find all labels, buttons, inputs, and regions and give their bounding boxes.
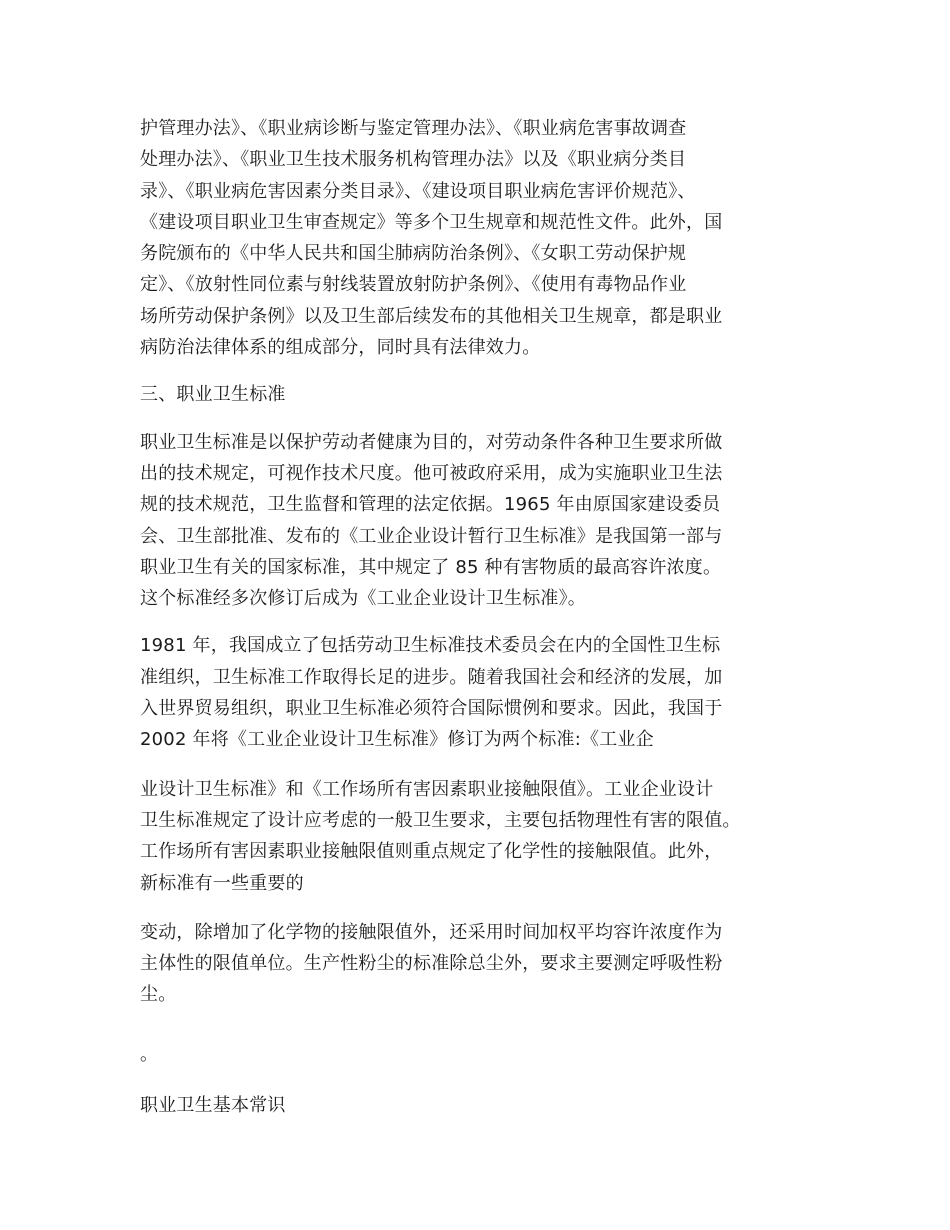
text-line: 主体性的限值单位。生产性粉尘的标准除总尘外，要求主要测定呼吸性粉 [140,953,723,975]
text-line: 场所劳动保护条例》以及卫生部后续发布的其他相关卫生规章，都是职业 [140,305,723,327]
text-line: 这个标准经多次修订后成为《工业企业设计卫生标准》。 [140,588,586,610]
text-line: 。 [140,1043,159,1065]
paragraph-two-standards [140,774,820,899]
text-line: 1981 年，我国成立了包括劳动卫生标准技术委员会在内的全国性卫生标 [140,635,721,657]
text-line: 准组织，卫生标准工作取得长足的进步。随着我国社会和经济的发展，加 [140,666,723,688]
text-line: 规的技术规范，卫生监督和管理的法定依据。1965 年由原国家建设委员 [140,494,721,516]
document-footer-title [140,1090,820,1121]
text-line: 出的技术规定，可视作技术尺度。他可被政府采用，成为实施职业卫生法 [140,462,723,484]
text-line: 病防治法律体系的组成部分，同时具有法律效力。 [140,337,541,359]
section-heading [140,379,820,410]
text-line: 定》、《放射性同位素与射线装置放射防护条例》、《使用有毒物品作业 [140,274,687,296]
stray-period [140,1039,820,1070]
paragraph-standards-definition [140,427,820,615]
text-line: 尘。 [140,984,177,1006]
text-line: 护管理办法》、《职业病诊断与鉴定管理办法》、《职业病危害事故调查 [140,118,687,139]
text-line: 《建设项目职业卫生审查规定》等多个卫生规章和规范性文件。此外，国 [140,211,723,233]
document-page [140,113,820,1121]
paragraph-changes [140,917,820,1011]
footer-text: 职业卫生基本常识 [140,1095,286,1117]
text-line: 2002 年将《工业企业设计卫生标准》修订为两个标准:《工业企 [140,729,654,751]
text-line: 处理办法》、《职业卫生技术服务机构管理办法》以及《职业病分类目 [140,149,687,171]
text-line: 录》、《职业病危害因素分类目录》、《建设项目职业病危害评价规范》、 [140,180,696,202]
heading-text: 三、职业卫生标准 [140,384,286,406]
text-line: 职业卫生标准是以保护劳动者健康为目的，对劳动条件各种卫生要求所做 [140,431,723,453]
text-line: 工作场所有害因素职业接触限值则重点规定了化学性的接触限值。此外， [140,841,723,863]
text-line: 务院颁布的《中华人民共和国尘肺病防治条例》、《女职工劳动保护规 [140,243,687,265]
paragraph-regulations [140,113,820,363]
text-line: 会、卫生部批准、发布的《工业企业设计暂行卫生标准》是我国第一部与 [140,525,723,547]
text-line: 新标准有一些重要的 [140,872,304,894]
paragraph-1981-history [140,630,820,755]
text-line: 卫生标准规定了设计应考虑的一般卫生要求，主要包括物理性有害的限值。 [140,809,741,831]
text-line: 变动，除增加了化学物的接触限值外，还采用时间加权平均容许浓度作为 [140,921,723,943]
text-line: 入世界贸易组织，职业卫生标准必须符合国际惯例和要求。因此，我国于 [140,698,723,720]
text-line: 职业卫生有关的国家标准，其中规定了 85 种有害物质的最高容许浓度。 [140,556,722,578]
text-line: 业设计卫生标准》和《工作场所有害因素职业接触限值》。工业企业设计 [140,778,714,800]
